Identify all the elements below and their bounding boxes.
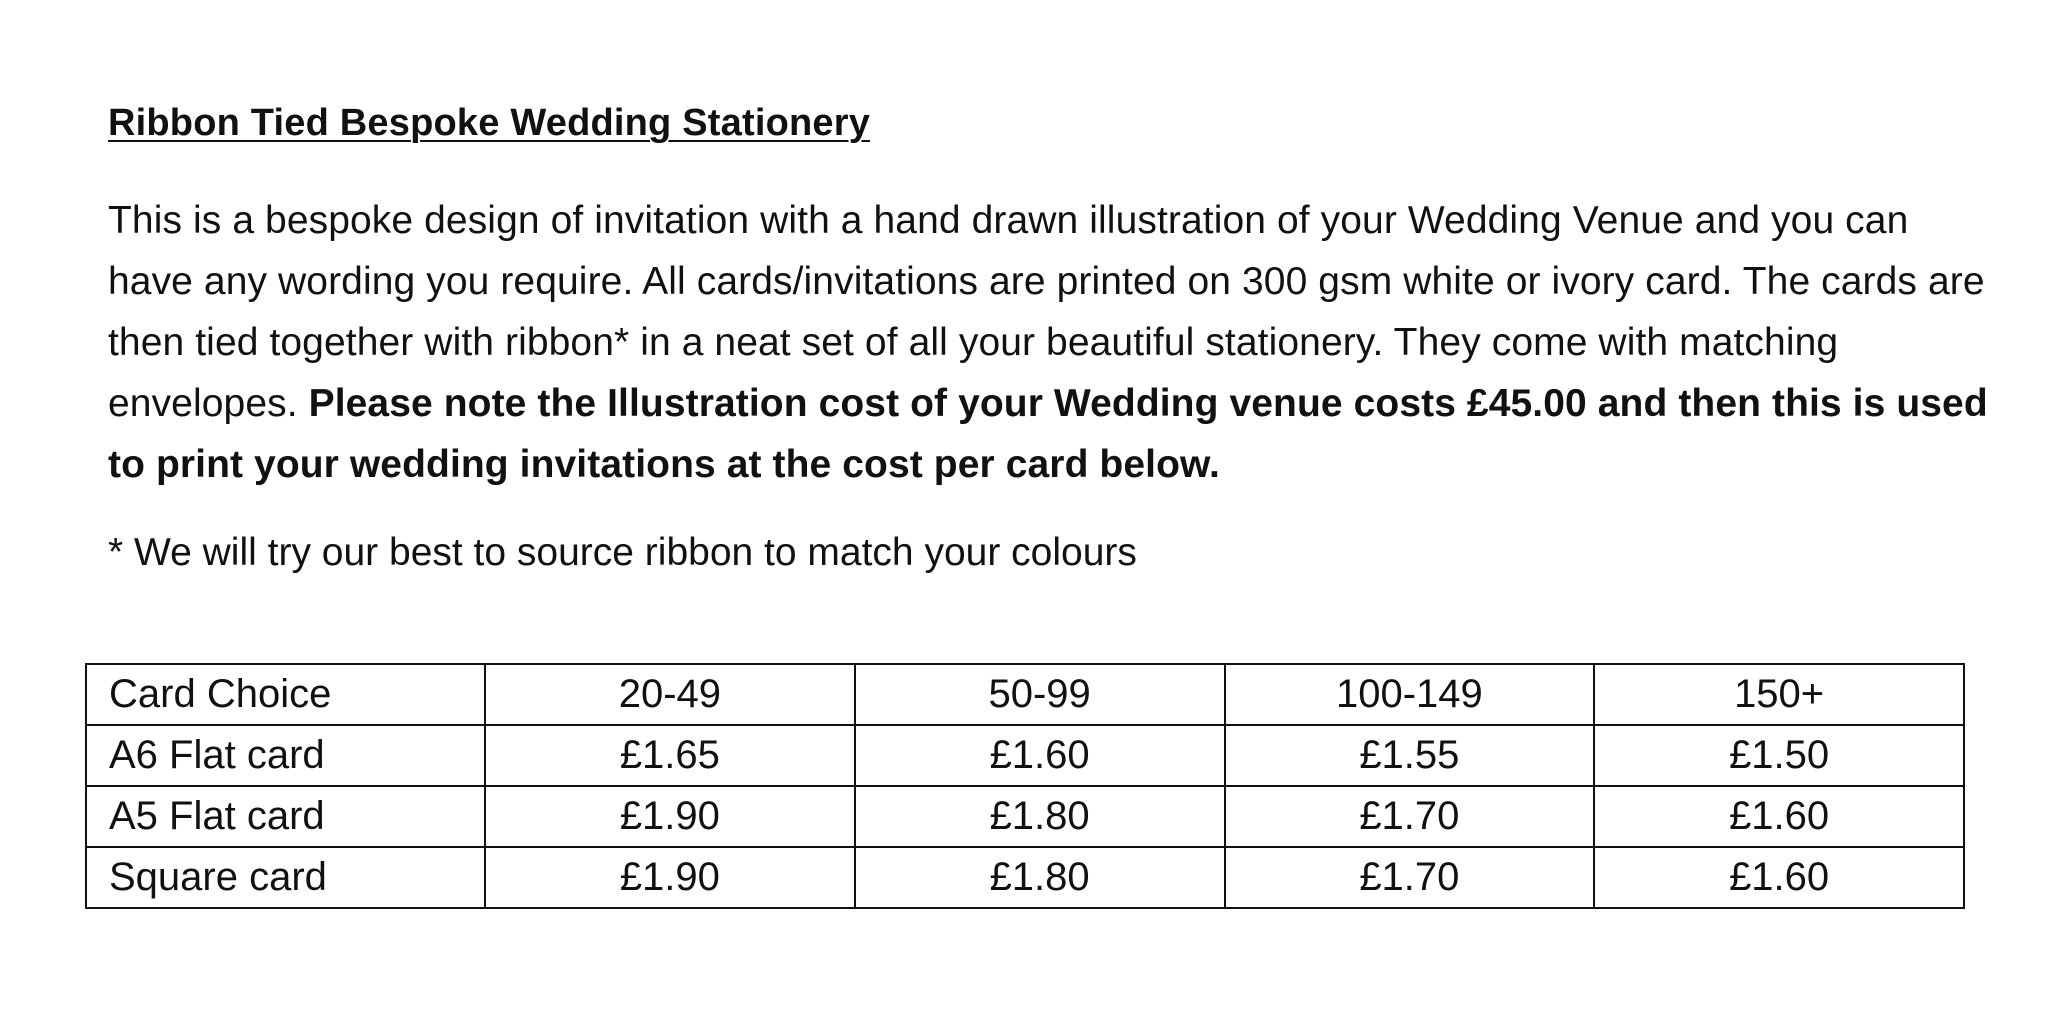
price-cell: £1.90 [485, 847, 855, 908]
table-row [86, 786, 1964, 847]
price-cell: £1.65 [485, 725, 855, 786]
card-type-cell: A6 Flat card [86, 725, 485, 786]
price-cell: £1.60 [1594, 847, 1964, 908]
price-cell: £1.50 [1594, 725, 1964, 786]
price-cell: £1.90 [485, 786, 855, 847]
table-row [86, 847, 1964, 908]
ribbon-footnote: * We will try our best to source ribbon to match your colours [108, 531, 1137, 574]
table-header-row [86, 664, 1964, 725]
header-cell-qty-50-99: 50-99 [855, 664, 1225, 725]
price-cell: £1.80 [855, 847, 1225, 908]
illustration-cost-note: Please note the Illustration cost of your Wedding venue costs £45.00 and then this is used to print your wedding invitations at the cost per card below. [108, 382, 1988, 486]
header-cell-qty-100-149: 100-149 [1225, 664, 1595, 725]
header-cell-card-choice: Card Choice [86, 664, 485, 725]
price-cell: £1.70 [1225, 847, 1595, 908]
header-cell-qty-150-plus: 150+ [1594, 664, 1964, 725]
table-row [86, 725, 1964, 786]
header-cell-qty-20-49: 20-49 [485, 664, 855, 725]
page-title: Ribbon Tied Bespoke Wedding Stationery [108, 102, 871, 144]
description-text: This is a bespoke design of invitation with a hand drawn illustration of your Wedding Venue and you can have any wording you require. All cards/invitations are printed on 300 gsm white or ivory card. The cards are then tied together with ribbon* in a neat set of all your beautiful stationery. They come with matching envelopes. [108, 199, 1985, 425]
price-cell: £1.70 [1225, 786, 1595, 847]
description-paragraph [108, 190, 1988, 495]
price-cell: £1.60 [855, 725, 1225, 786]
price-cell: £1.80 [855, 786, 1225, 847]
card-type-cell: A5 Flat card [86, 786, 485, 847]
price-cell: £1.60 [1594, 786, 1964, 847]
card-type-cell: Square card [86, 847, 485, 908]
price-cell: £1.55 [1225, 725, 1595, 786]
price-table [85, 663, 1965, 909]
